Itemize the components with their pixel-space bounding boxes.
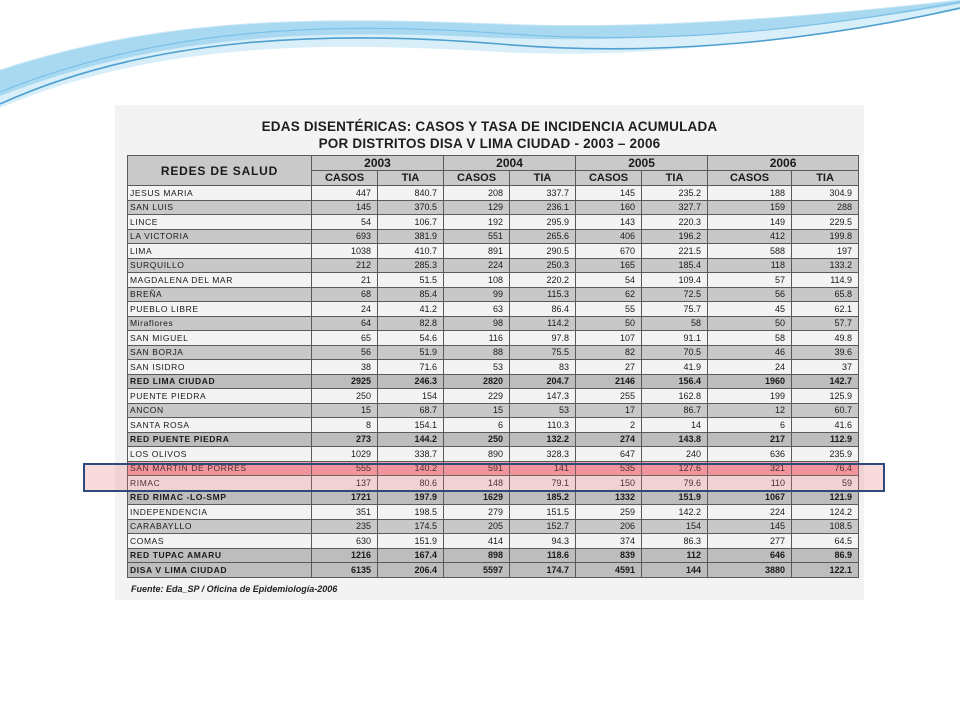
tia-cell: 133.2	[792, 258, 859, 273]
casos-cell: 54	[312, 215, 378, 230]
casos-cell: 160	[576, 200, 642, 215]
casos-cell: 82	[576, 345, 642, 360]
casos-cell: 53	[444, 360, 510, 375]
casos-cell: 259	[576, 505, 642, 520]
casos-cell: 224	[708, 505, 792, 520]
tia-cell: 410.7	[378, 244, 444, 259]
casos-cell: 447	[312, 186, 378, 201]
casos-cell: 149	[708, 215, 792, 230]
table-row	[128, 331, 859, 346]
tia-cell: 112	[642, 548, 708, 563]
tia-cell: 196.2	[642, 229, 708, 244]
col-header: CASOS	[444, 171, 510, 186]
district-name-cell: SAN ISIDRO	[128, 360, 312, 375]
tia-cell: 154	[642, 519, 708, 534]
tia-cell: 290.5	[510, 244, 576, 259]
casos-cell: 137	[312, 476, 378, 491]
casos-cell: 693	[312, 229, 378, 244]
table-row	[128, 186, 859, 201]
casos-cell: 50	[576, 316, 642, 331]
casos-cell: 898	[444, 548, 510, 563]
casos-cell: 551	[444, 229, 510, 244]
tia-cell: 151.9	[378, 534, 444, 549]
district-name-cell: DISA V LIMA CIUDAD	[128, 563, 312, 578]
header-wave-decoration	[0, 0, 960, 120]
tia-cell: 127.6	[642, 461, 708, 476]
tia-cell: 236.1	[510, 200, 576, 215]
casos-cell: 670	[576, 244, 642, 259]
casos-cell: 27	[576, 360, 642, 375]
district-name-cell: Miraflores	[128, 316, 312, 331]
tia-cell: 51.9	[378, 345, 444, 360]
table-row	[128, 229, 859, 244]
casos-cell: 15	[444, 403, 510, 418]
casos-cell: 145	[312, 200, 378, 215]
casos-cell: 2146	[576, 374, 642, 389]
casos-cell: 145	[708, 519, 792, 534]
tia-cell: 37	[792, 360, 859, 375]
col-header: CASOS	[576, 171, 642, 186]
tia-cell: 221.5	[642, 244, 708, 259]
table-row	[128, 316, 859, 331]
district-name-cell: RIMAC	[128, 476, 312, 491]
casos-cell: 24	[312, 302, 378, 317]
district-name-cell: SURQUILLO	[128, 258, 312, 273]
casos-cell: 636	[708, 447, 792, 462]
casos-cell: 6	[444, 418, 510, 433]
source-note: Fuente: Eda_SP / Oficina de Epidemiología-2006	[131, 584, 338, 594]
tia-cell: 162.8	[642, 389, 708, 404]
casos-cell: 17	[576, 403, 642, 418]
casos-cell: 630	[312, 534, 378, 549]
table-row	[128, 302, 859, 317]
tia-cell: 174.7	[510, 563, 576, 578]
tia-cell: 68.7	[378, 403, 444, 418]
casos-cell: 274	[576, 432, 642, 447]
casos-cell: 235	[312, 519, 378, 534]
tia-cell: 110.3	[510, 418, 576, 433]
casos-cell: 57	[708, 273, 792, 288]
table-row	[128, 360, 859, 375]
casos-cell: 414	[444, 534, 510, 549]
casos-cell: 229	[444, 389, 510, 404]
tia-cell: 140.2	[378, 461, 444, 476]
casos-cell: 208	[444, 186, 510, 201]
table-row	[128, 505, 859, 520]
casos-cell: 110	[708, 476, 792, 491]
casos-cell: 38	[312, 360, 378, 375]
tia-cell: 121.9	[792, 490, 859, 505]
tia-cell: 109.4	[642, 273, 708, 288]
tia-cell: 327.7	[642, 200, 708, 215]
casos-cell: 1332	[576, 490, 642, 505]
table-row	[128, 403, 859, 418]
casos-cell: 1721	[312, 490, 378, 505]
tia-cell: 79.6	[642, 476, 708, 491]
casos-cell: 374	[576, 534, 642, 549]
tia-cell: 174.5	[378, 519, 444, 534]
casos-cell: 99	[444, 287, 510, 302]
tia-cell: 285.3	[378, 258, 444, 273]
tia-cell: 124.2	[792, 505, 859, 520]
tia-cell: 337.7	[510, 186, 576, 201]
tia-cell: 51.5	[378, 273, 444, 288]
tia-cell: 265.6	[510, 229, 576, 244]
district-name-cell: LIMA	[128, 244, 312, 259]
casos-cell: 98	[444, 316, 510, 331]
district-name-cell: SANTA ROSA	[128, 418, 312, 433]
district-name-cell: CARABAYLLO	[128, 519, 312, 534]
tia-cell: 288	[792, 200, 859, 215]
casos-cell: 68	[312, 287, 378, 302]
tia-cell: 220.2	[510, 273, 576, 288]
tia-cell: 141	[510, 461, 576, 476]
casos-cell: 45	[708, 302, 792, 317]
tia-cell: 94.3	[510, 534, 576, 549]
casos-cell: 148	[444, 476, 510, 491]
tia-cell: 62.1	[792, 302, 859, 317]
year-header: 2005	[576, 156, 708, 171]
table-row	[128, 200, 859, 215]
casos-cell: 165	[576, 258, 642, 273]
table-row	[128, 287, 859, 302]
casos-cell: 65	[312, 331, 378, 346]
casos-cell: 62	[576, 287, 642, 302]
casos-cell: 12	[708, 403, 792, 418]
district-name-cell: LINCE	[128, 215, 312, 230]
casos-cell: 1960	[708, 374, 792, 389]
table-row	[128, 389, 859, 404]
tia-cell: 199.8	[792, 229, 859, 244]
tia-cell: 154.1	[378, 418, 444, 433]
tia-cell: 79.1	[510, 476, 576, 491]
tia-cell: 250.3	[510, 258, 576, 273]
tia-cell: 54.6	[378, 331, 444, 346]
table-row	[128, 244, 859, 259]
tia-cell: 118.6	[510, 548, 576, 563]
casos-cell: 588	[708, 244, 792, 259]
col-header: TIA	[642, 171, 708, 186]
table-row	[128, 534, 859, 549]
casos-cell: 54	[576, 273, 642, 288]
table-row	[128, 374, 859, 389]
tia-cell: 235.9	[792, 447, 859, 462]
casos-cell: 591	[444, 461, 510, 476]
col-header: CASOS	[312, 171, 378, 186]
district-name-cell: SAN LUIS	[128, 200, 312, 215]
redes-header: REDES DE SALUD	[128, 156, 312, 186]
tia-cell: 154	[378, 389, 444, 404]
casos-cell: 143	[576, 215, 642, 230]
tia-cell: 86.4	[510, 302, 576, 317]
tia-cell: 76.4	[792, 461, 859, 476]
district-name-cell: JESUS MARIA	[128, 186, 312, 201]
year-header: 2003	[312, 156, 444, 171]
tia-cell: 151.9	[642, 490, 708, 505]
tia-cell: 370.5	[378, 200, 444, 215]
casos-cell: 5597	[444, 563, 510, 578]
tia-cell: 57.7	[792, 316, 859, 331]
tia-cell: 41.9	[642, 360, 708, 375]
casos-cell: 188	[708, 186, 792, 201]
casos-cell: 206	[576, 519, 642, 534]
district-name-cell: BREÑA	[128, 287, 312, 302]
district-name-cell: COMAS	[128, 534, 312, 549]
casos-cell: 21	[312, 273, 378, 288]
casos-cell: 2	[576, 418, 642, 433]
document-title-line2: POR DISTRITOS DISA V LIMA CIUDAD - 2003 – 2006	[318, 136, 661, 151]
tia-cell: 204.7	[510, 374, 576, 389]
table-row	[128, 345, 859, 360]
table-row	[128, 215, 859, 230]
casos-cell: 24	[708, 360, 792, 375]
tia-cell: 39.6	[792, 345, 859, 360]
col-header: TIA	[510, 171, 576, 186]
tia-cell: 198.5	[378, 505, 444, 520]
casos-cell: 56	[312, 345, 378, 360]
casos-cell: 4591	[576, 563, 642, 578]
casos-cell: 646	[708, 548, 792, 563]
casos-cell: 250	[312, 389, 378, 404]
document-image	[115, 105, 864, 600]
tia-cell: 143.8	[642, 432, 708, 447]
tia-cell: 41.2	[378, 302, 444, 317]
casos-cell: 1029	[312, 447, 378, 462]
casos-cell: 250	[444, 432, 510, 447]
tia-cell: 840.7	[378, 186, 444, 201]
casos-cell: 1629	[444, 490, 510, 505]
district-name-cell: SAN BORJA	[128, 345, 312, 360]
casos-cell: 277	[708, 534, 792, 549]
casos-cell: 118	[708, 258, 792, 273]
district-name-cell: MAGDALENA DEL MAR	[128, 273, 312, 288]
col-header: TIA	[792, 171, 859, 186]
casos-cell: 3880	[708, 563, 792, 578]
district-name-cell: SAN MARTÍN DE PORRES	[128, 461, 312, 476]
casos-cell: 2820	[444, 374, 510, 389]
highlight-box	[83, 463, 885, 492]
casos-cell: 64	[312, 316, 378, 331]
tia-cell: 106.7	[378, 215, 444, 230]
tia-cell: 108.5	[792, 519, 859, 534]
casos-cell: 116	[444, 331, 510, 346]
tia-cell: 156.4	[642, 374, 708, 389]
tia-cell: 112.9	[792, 432, 859, 447]
casos-cell: 145	[576, 186, 642, 201]
casos-cell: 15	[312, 403, 378, 418]
tia-cell: 220.3	[642, 215, 708, 230]
casos-cell: 279	[444, 505, 510, 520]
table-body	[128, 186, 859, 578]
table-row	[128, 258, 859, 273]
table-row	[128, 447, 859, 462]
casos-cell: 647	[576, 447, 642, 462]
tia-cell: 97.8	[510, 331, 576, 346]
tia-cell: 86.7	[642, 403, 708, 418]
casos-cell: 406	[576, 229, 642, 244]
tia-cell: 91.1	[642, 331, 708, 346]
tia-cell: 185.2	[510, 490, 576, 505]
casos-cell: 46	[708, 345, 792, 360]
tia-cell: 86.3	[642, 534, 708, 549]
tia-cell: 49.8	[792, 331, 859, 346]
casos-cell: 890	[444, 447, 510, 462]
table-row	[128, 490, 859, 505]
tia-cell: 206.4	[378, 563, 444, 578]
district-name-cell: RED RIMAC -LO-SMP	[128, 490, 312, 505]
casos-cell: 159	[708, 200, 792, 215]
casos-cell: 8	[312, 418, 378, 433]
casos-cell: 217	[708, 432, 792, 447]
district-name-cell: RED PUENTE PIEDRA	[128, 432, 312, 447]
data-table	[127, 155, 859, 578]
tia-cell: 246.3	[378, 374, 444, 389]
district-name-cell: SAN MIGUEL	[128, 331, 312, 346]
casos-cell: 555	[312, 461, 378, 476]
casos-cell: 63	[444, 302, 510, 317]
tia-cell: 235.2	[642, 186, 708, 201]
casos-cell: 192	[444, 215, 510, 230]
tia-cell: 59	[792, 476, 859, 491]
casos-cell: 108	[444, 273, 510, 288]
tia-cell: 58	[642, 316, 708, 331]
tia-cell: 72.5	[642, 287, 708, 302]
casos-cell: 1067	[708, 490, 792, 505]
tia-cell: 71.6	[378, 360, 444, 375]
tia-cell: 295.9	[510, 215, 576, 230]
tia-cell: 83	[510, 360, 576, 375]
tia-cell: 147.3	[510, 389, 576, 404]
casos-cell: 1038	[312, 244, 378, 259]
tia-cell: 328.3	[510, 447, 576, 462]
district-name-cell: ANCON	[128, 403, 312, 418]
tia-cell: 114.9	[792, 273, 859, 288]
tia-cell: 64.5	[792, 534, 859, 549]
tia-cell: 114.2	[510, 316, 576, 331]
table-row	[128, 548, 859, 563]
table-row	[128, 519, 859, 534]
casos-cell: 351	[312, 505, 378, 520]
casos-cell: 273	[312, 432, 378, 447]
tia-cell: 240	[642, 447, 708, 462]
tia-cell: 70.5	[642, 345, 708, 360]
tia-cell: 304.9	[792, 186, 859, 201]
tia-cell: 75.5	[510, 345, 576, 360]
tia-cell: 132.2	[510, 432, 576, 447]
tia-cell: 65.8	[792, 287, 859, 302]
casos-cell: 58	[708, 331, 792, 346]
casos-cell: 6	[708, 418, 792, 433]
casos-cell: 2925	[312, 374, 378, 389]
tia-cell: 197	[792, 244, 859, 259]
casos-cell: 6135	[312, 563, 378, 578]
tia-cell: 115.3	[510, 287, 576, 302]
tia-cell: 41.6	[792, 418, 859, 433]
tia-cell: 60.7	[792, 403, 859, 418]
casos-cell: 205	[444, 519, 510, 534]
tia-cell: 167.4	[378, 548, 444, 563]
tia-cell: 152.7	[510, 519, 576, 534]
casos-cell: 88	[444, 345, 510, 360]
casos-cell: 412	[708, 229, 792, 244]
tia-cell: 144.2	[378, 432, 444, 447]
tia-cell: 229.5	[792, 215, 859, 230]
tia-cell: 14	[642, 418, 708, 433]
col-header: CASOS	[708, 171, 792, 186]
casos-cell: 50	[708, 316, 792, 331]
casos-cell: 107	[576, 331, 642, 346]
district-name-cell: PUENTE PIEDRA	[128, 389, 312, 404]
tia-cell: 142.7	[792, 374, 859, 389]
tia-cell: 144	[642, 563, 708, 578]
tia-cell: 381.9	[378, 229, 444, 244]
casos-cell: 199	[708, 389, 792, 404]
year-header: 2004	[444, 156, 576, 171]
document-title-line1: EDAS DISENTÉRICAS: CASOS Y TASA DE INCIDENCIA ACUMULADA	[261, 119, 718, 134]
tia-cell: 53	[510, 403, 576, 418]
table-row	[128, 432, 859, 447]
casos-cell: 55	[576, 302, 642, 317]
tia-cell: 85.4	[378, 287, 444, 302]
year-header: 2006	[708, 156, 859, 171]
casos-cell: 839	[576, 548, 642, 563]
tia-cell: 75.7	[642, 302, 708, 317]
district-name-cell: LA VICTORIA	[128, 229, 312, 244]
table-row	[128, 563, 859, 578]
tia-cell: 122.1	[792, 563, 859, 578]
district-name-cell: RED TUPAC AMARU	[128, 548, 312, 563]
tia-cell: 185.4	[642, 258, 708, 273]
district-name-cell: RED LIMA CIUDAD	[128, 374, 312, 389]
district-name-cell: PUEBLO LIBRE	[128, 302, 312, 317]
tia-cell: 82.8	[378, 316, 444, 331]
tia-cell: 86.9	[792, 548, 859, 563]
casos-cell: 150	[576, 476, 642, 491]
casos-cell: 891	[444, 244, 510, 259]
tia-cell: 197.9	[378, 490, 444, 505]
tia-cell: 142.2	[642, 505, 708, 520]
casos-cell: 1216	[312, 548, 378, 563]
tia-cell: 151.5	[510, 505, 576, 520]
district-name-cell: INDEPENDENCIA	[128, 505, 312, 520]
casos-cell: 224	[444, 258, 510, 273]
table-row	[128, 273, 859, 288]
district-name-cell: LOS OLIVOS	[128, 447, 312, 462]
casos-cell: 56	[708, 287, 792, 302]
col-header: TIA	[378, 171, 444, 186]
casos-cell: 129	[444, 200, 510, 215]
table-row	[128, 418, 859, 433]
tia-cell: 125.9	[792, 389, 859, 404]
casos-cell: 212	[312, 258, 378, 273]
casos-cell: 321	[708, 461, 792, 476]
tia-cell: 338.7	[378, 447, 444, 462]
casos-cell: 535	[576, 461, 642, 476]
casos-cell: 255	[576, 389, 642, 404]
tia-cell: 80.6	[378, 476, 444, 491]
